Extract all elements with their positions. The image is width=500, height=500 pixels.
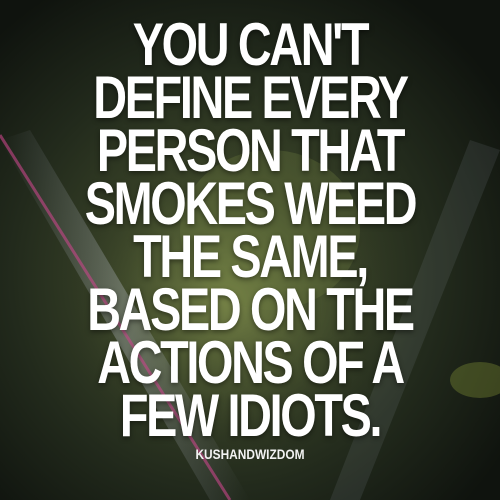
- quote-line: SMOKES WEED: [84, 170, 416, 237]
- quote-text: [55, 11, 445, 449]
- watermark: KUSHANDWIZDOM: [195, 446, 305, 462]
- quote-line: YOU CAN'T: [132, 11, 368, 78]
- quote-line: ACTIONS OF A: [97, 329, 403, 396]
- quote-line: FEW IDIOTS.: [119, 382, 381, 449]
- quote-line: DEFINE EVERY: [93, 64, 407, 131]
- quote-line: BASED ON THE: [87, 276, 413, 343]
- bud-corner: [450, 362, 500, 398]
- quote-line: PERSON THAT: [96, 117, 404, 184]
- quote-line: THE SAME,: [133, 223, 367, 290]
